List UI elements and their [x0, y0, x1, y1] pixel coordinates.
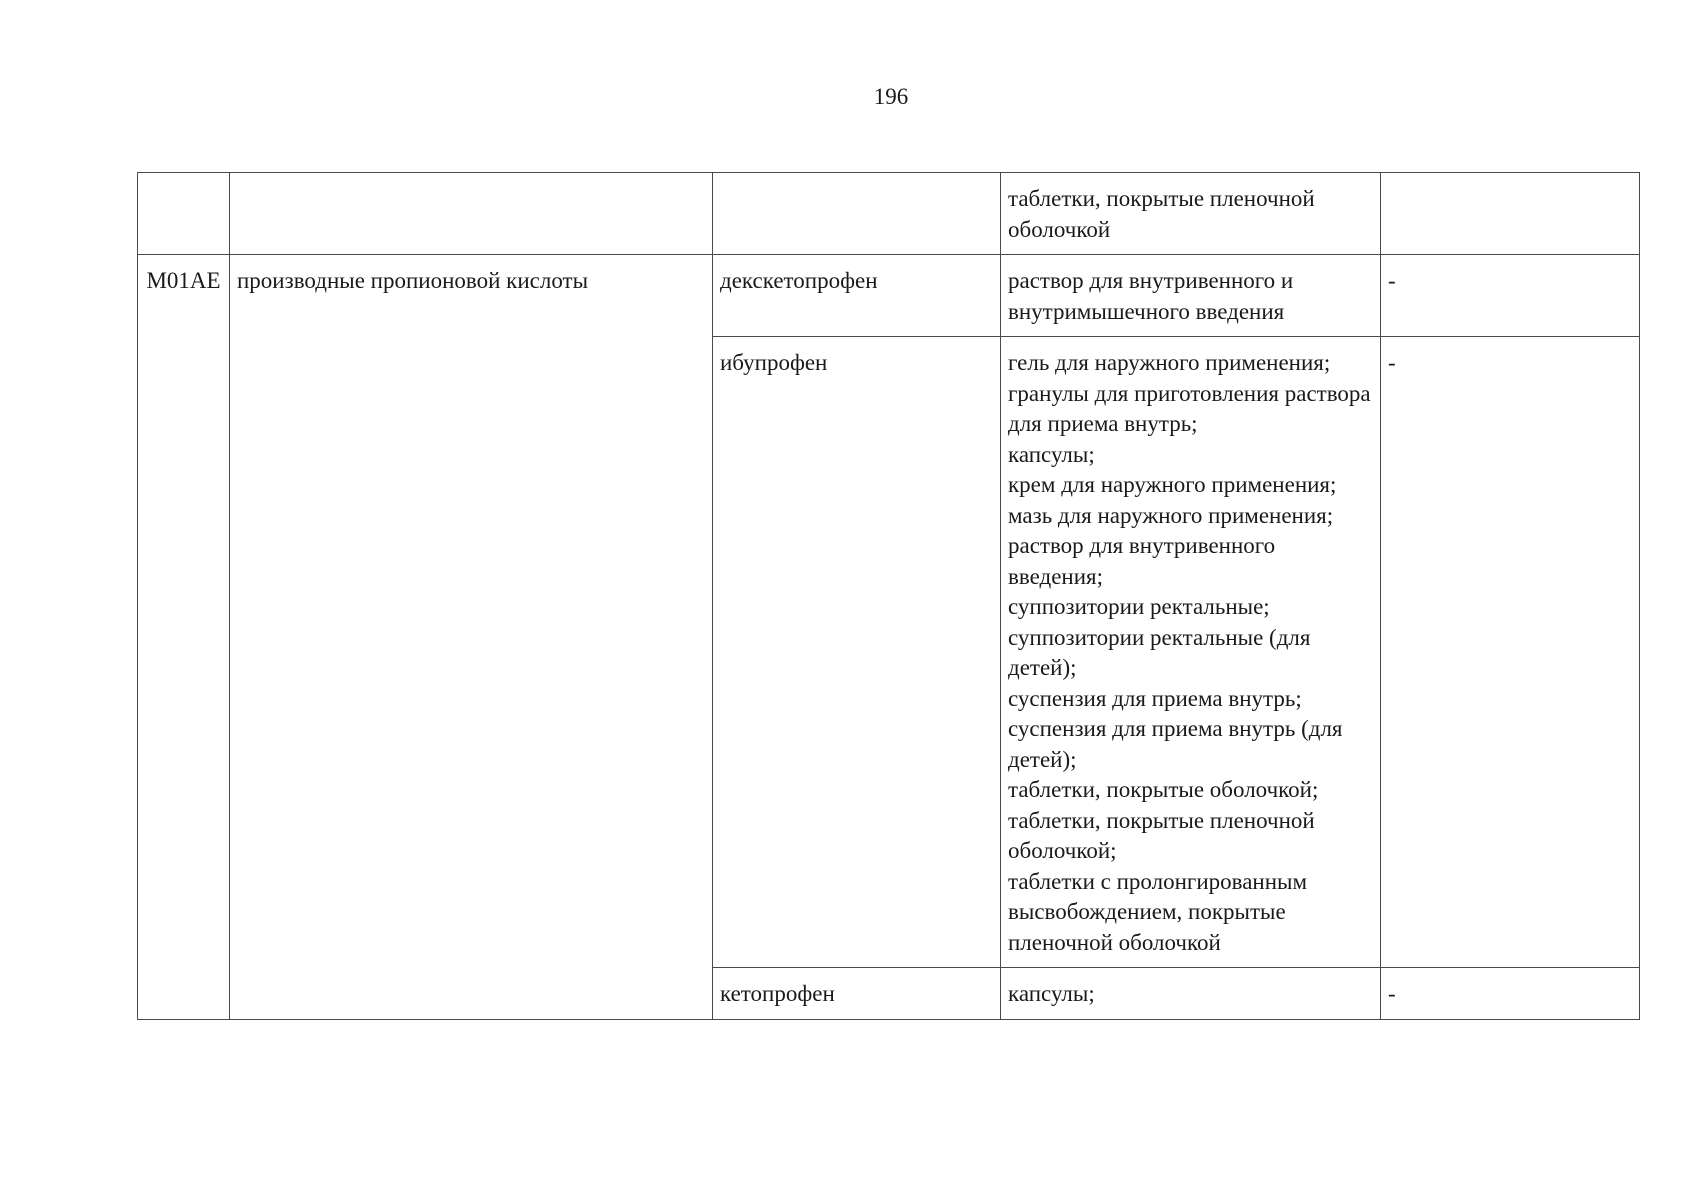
- note-cell: -: [1381, 255, 1640, 337]
- dosage-form: раствор для внутривенного введения;: [1008, 533, 1276, 589]
- drug-name-cell: декскетопрофен: [713, 255, 1001, 337]
- page-number: 196: [873, 84, 909, 109]
- group-cell: производные пропионовой кислоты: [230, 255, 713, 1020]
- drug-table: [137, 172, 1640, 1020]
- dosage-forms-cell: [1001, 337, 1381, 968]
- note-cell: [1381, 173, 1640, 255]
- dosage-form: суппозитории ректальные;: [1008, 594, 1270, 619]
- dosage-form: раствор для внутривенного и внутримышечного введения: [1008, 268, 1294, 324]
- table-row: [138, 173, 1640, 255]
- dosage-form: капсулы;: [1008, 441, 1095, 467]
- atc-code-cell: [138, 173, 230, 255]
- dosage-form: капсулы;: [1008, 981, 1095, 1006]
- dosage-form: таблетки, покрытые пленочной оболочкой: [1008, 186, 1315, 242]
- drug-name-cell: [713, 173, 1001, 255]
- dosage-forms-cell: [1001, 255, 1381, 337]
- dosage-form: мазь для наружного применения;: [1008, 502, 1334, 528]
- table-row: [138, 255, 1640, 337]
- group-cell: [230, 173, 713, 255]
- dosage-form: таблетки, покрытые пленочной оболочкой;: [1008, 807, 1315, 863]
- dosage-form: суспензия для приема внутрь (для детей);: [1008, 716, 1343, 772]
- atc-code-cell: M01AE: [138, 255, 230, 1020]
- dosage-form: таблетки с пролонгированным высвобождением, покрытые пленочной оболочкой: [1008, 868, 1308, 955]
- note-cell: -: [1381, 968, 1640, 1020]
- dosage-form: гранулы для приготовления раствора для приема внутрь;: [1008, 380, 1371, 436]
- drug-name-cell: кетопрофен: [713, 968, 1001, 1020]
- dosage-form: гель для наружного применения;: [1008, 350, 1331, 375]
- dosage-form: суппозитории ректальные (для детей);: [1008, 624, 1311, 680]
- drug-name-cell: ибупрофен: [713, 337, 1001, 968]
- dosage-forms-cell: [1001, 968, 1381, 1020]
- dosage-form: суспензия для приема внутрь;: [1008, 685, 1302, 711]
- dosage-form: крем для наружного применения;: [1008, 472, 1337, 497]
- dosage-form: таблетки, покрытые оболочкой;: [1008, 777, 1319, 802]
- dosage-forms-cell: [1001, 173, 1381, 255]
- note-cell: -: [1381, 337, 1640, 968]
